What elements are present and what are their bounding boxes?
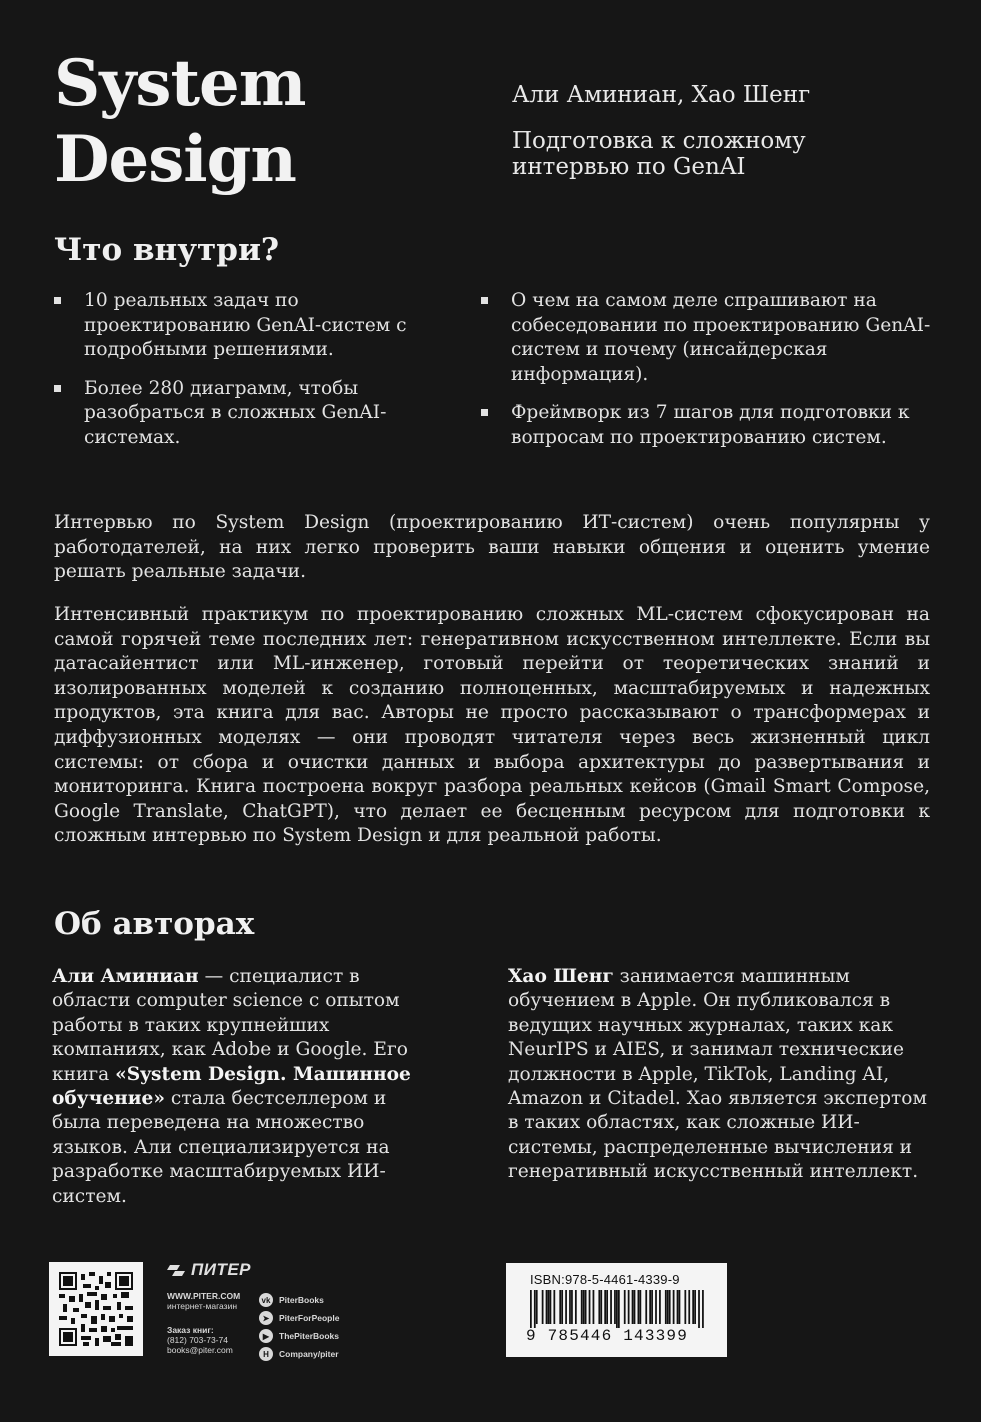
barcode-bar [651, 1290, 653, 1324]
social-label: PiterForPeople [279, 1313, 340, 1323]
barcode-bar [581, 1290, 583, 1324]
list-item [54, 289, 454, 363]
bullet-icon [54, 297, 61, 304]
barcode-bar [684, 1290, 686, 1324]
publisher-name: ПИТЕР [191, 1260, 252, 1279]
inside-list-left [54, 289, 454, 464]
piter-logo-icon [166, 1263, 188, 1277]
barcode-bar [548, 1290, 550, 1324]
barcode-bar [702, 1290, 704, 1328]
barcode-bar [649, 1290, 651, 1324]
barcode-bar [600, 1290, 602, 1324]
social-link-telegram[interactable] [259, 1309, 339, 1327]
barcode-bar [667, 1290, 669, 1324]
barcode-bar [614, 1290, 616, 1324]
barcode-bar [542, 1290, 544, 1324]
barcode-bar [575, 1290, 577, 1324]
social-label: ThePiterBooks [279, 1331, 339, 1341]
telegram-icon: ➤ [259, 1311, 273, 1325]
isbn-label: ISBN:978-5-4461-4339-9 [530, 1272, 680, 1287]
title-line-1: System [54, 46, 306, 121]
list-item [481, 289, 931, 387]
intro-paragraph: Интервью по System Design (проектированию ИТ-систем) очень популярны у работодателей, на них легко проверить ваши навыки общения и оценить умение решать реальные задачи. [54, 512, 930, 583]
list-item-text: 10 реальных задач по проектированию GenAI-систем с подробными решениями. [84, 290, 407, 360]
barcode-bar [698, 1290, 700, 1328]
author1-text-1: — специалист в области computer science с опытом работы в таких крупнейших компаниях, как Adobe и Google. Его книга [52, 966, 408, 1085]
qr-code [49, 1262, 143, 1356]
social-link-youtube[interactable] [259, 1327, 339, 1345]
barcode-bar [550, 1290, 552, 1324]
publisher-shop [167, 1291, 240, 1311]
isbn-barcode [506, 1263, 727, 1357]
shop-label: интернет-магазин [167, 1301, 238, 1311]
barcode-bar [679, 1290, 681, 1324]
barcode-bar [569, 1290, 571, 1324]
author1-book: «System Design. Машинное обучение» [52, 1063, 411, 1110]
order-label: Заказ книг: [167, 1325, 214, 1335]
barcode-bar [571, 1290, 573, 1324]
author1-bio [52, 965, 432, 1209]
barcode-bar [589, 1290, 591, 1324]
barcode-bar [618, 1290, 620, 1328]
barcode-bar [645, 1290, 647, 1324]
barcode-bar [606, 1290, 608, 1324]
social-links [259, 1291, 339, 1363]
social-link-vk[interactable] [259, 1291, 339, 1309]
barcode-bar [677, 1290, 679, 1324]
publisher-logo [166, 1260, 251, 1280]
barcode-icon [530, 1290, 704, 1328]
authors: Али Аминиан, Хао Шенг [512, 82, 811, 108]
social-label: Company/piter [279, 1349, 339, 1359]
barcode-bar [692, 1290, 694, 1324]
author2-name: Хао Шенг [508, 966, 614, 987]
book-title [54, 46, 305, 198]
order-email[interactable]: books@piter.com [167, 1345, 233, 1355]
barcode-bar [659, 1290, 661, 1324]
subtitle [512, 128, 932, 180]
barcode-bar [565, 1290, 567, 1324]
bullet-icon [481, 297, 488, 304]
vk-icon: vk [259, 1293, 273, 1307]
barcode-bar [639, 1290, 641, 1324]
author1-name: Али Аминиан [52, 966, 199, 987]
author1-text-2: стала бестселлером и была переведена на множество языков. Али специализируется на разработке масштабируемых ИИ-систем. [52, 1088, 390, 1207]
bullet-icon [54, 385, 61, 392]
barcode-bar [598, 1290, 600, 1324]
subtitle-line-2: интервью по GenAI [512, 154, 746, 180]
publisher-site-link[interactable]: WWW.PITER.COM [167, 1291, 241, 1301]
social-label: PiterBooks [279, 1295, 324, 1305]
barcode-bar [534, 1290, 536, 1328]
list-item-text: О чем на самом деле спрашивают на собеседовании по проектированию GenAI-систем и почему (инсайдерская информация). [511, 290, 931, 385]
barcode-bar [624, 1290, 626, 1324]
author2-text: занимается машинным обучением в Apple. Он публиковался в ведущих научных журналах, таких как NeurIPS и AIES, и занимал технические должности в Apple, TikTok, Landing AI, Amazon и Citadel. Хао является экспертом в таких областях, как сложные ИИ-системы, распределенные вычисления и генеративный искусственный интеллект. [508, 966, 927, 1183]
list-item [54, 377, 454, 451]
barcode-bar [634, 1290, 636, 1324]
about-heading: Об авторах [54, 906, 255, 942]
barcode-bar [665, 1290, 667, 1324]
publisher-order [167, 1325, 233, 1355]
youtube-icon: ▶ [259, 1329, 273, 1343]
list-item-text: Более 280 диаграмм, чтобы разобраться в сложных GenAI-системах. [84, 377, 387, 448]
habr-icon: H [259, 1347, 273, 1361]
isbn-digits: 9 785446 143399 [526, 1327, 689, 1345]
barcode-bar [673, 1290, 675, 1324]
barcode-bar [655, 1290, 657, 1324]
list-item-text: Фреймворк из 7 шагов для подготовки к вопросам по проектированию систем. [511, 402, 910, 448]
barcode-bar [610, 1290, 612, 1324]
barcode-bar [628, 1290, 630, 1324]
barcode-bar [616, 1290, 618, 1328]
barcode-bar [632, 1290, 634, 1324]
order-phone: (812) 703-73-74 [167, 1335, 228, 1345]
barcode-bar [669, 1290, 671, 1324]
barcode-bar [638, 1290, 640, 1324]
barcode-bar [553, 1290, 555, 1324]
barcode-bar [561, 1290, 563, 1324]
subtitle-line-1: Подготовка к сложному [512, 128, 806, 154]
inside-heading: Что внутри? [54, 232, 280, 268]
barcode-bar [536, 1290, 538, 1324]
barcode-bar [530, 1290, 532, 1328]
qr-code-icon [59, 1272, 133, 1346]
social-link-habr[interactable] [259, 1345, 339, 1363]
barcode-bar [583, 1290, 585, 1324]
barcode-bar [604, 1290, 606, 1324]
barcode-bar [546, 1290, 548, 1324]
barcode-bar [688, 1290, 690, 1324]
list-item [481, 401, 931, 450]
barcode-bar [559, 1290, 561, 1324]
barcode-bar [694, 1290, 696, 1324]
inside-list-right [481, 289, 931, 464]
barcode-bar [593, 1290, 595, 1324]
description-paragraph: Интенсивный практикум по проектированию сложных ML-систем сфокусирован на самой горячей теме последних лет: генеративном искусственном интеллекте. Если вы датасайентист или ML-инженер, готовый перейти от теоретических знаний и изолированных моделей к созданию полноценных, масштабируемых и надежных продуктов, эта книга для вас. Авторы не просто рассказывают о трансформерах и диффузионных моделях — они проводят читателя через весь жизненный цикл системы: от сбора и очистки данных и выбора архитектуры до развертывания и мониторинга. Книга построена вокруг разбора реальных кейсов (Gmail Smart Compose, Google Translate, ChatGPT), что делает ее бесценным ресурсом для подготовки к сложным интервью по System Design и для реальной работы. [54, 604, 930, 847]
bullet-icon [481, 409, 488, 416]
barcode-bar [585, 1290, 587, 1324]
author2-bio [508, 965, 928, 1185]
title-line-2: Design [54, 122, 296, 197]
